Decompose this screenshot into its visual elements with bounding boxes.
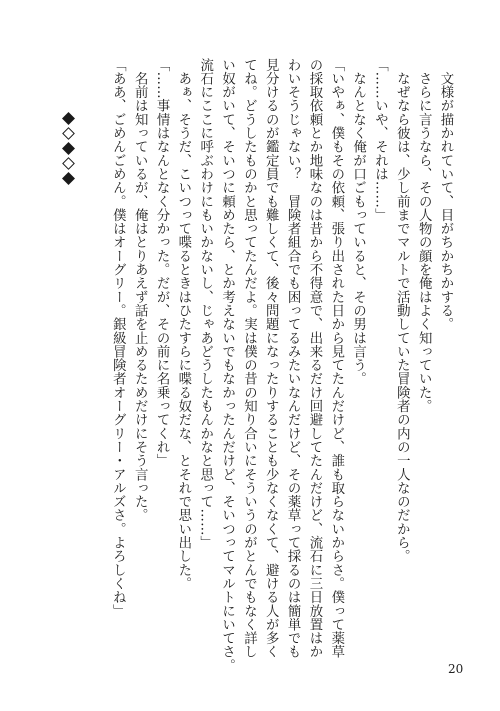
text-line: あぁ、そうだ、こいつって喋るときはひたすらに喋る奴だな、とそれで思い出した。	[175, 58, 191, 591]
text-line: わいそうじゃない？ 冒険者組合でも困ってるみたいなんだけど、その薬草って採るのは簡単でも	[285, 58, 301, 659]
text-line: の採取依頼とか地味なのは昔から不得意で、出来るだけ回避してたんだけど、流石に三日放置はか	[306, 58, 322, 659]
hollow-diamond-icon	[62, 127, 75, 140]
text-line: 名前は知っているが、俺はとりあえず話を止めるためだけにそう言った。	[132, 58, 148, 523]
filled-diamond-icon	[62, 142, 75, 155]
page-number: 20	[448, 662, 464, 676]
text-line: 「……いや、それは……」	[372, 58, 388, 222]
filled-diamond-icon	[62, 112, 75, 125]
filled-diamond-icon	[62, 172, 75, 185]
text-line: なんとなく俺が口ごもっていると、その男は言う。	[350, 58, 366, 386]
text-line: 流石にここに呼ぶわけにもいかないし、じゃあどうしたもんかなと思って……」	[197, 58, 213, 550]
hollow-diamond-icon	[62, 157, 75, 170]
text-line: なぜなら彼は、少し前までマルトで活動していた冒険者の内の一人なのだから。	[394, 58, 410, 564]
text-line: 文様が描かれていて、目がちかちかする。	[438, 58, 453, 331]
text-line: 「……事情はなんとなく分かった。だが、その前に名乗ってくれ」	[154, 58, 170, 468]
text-line: 見分けるのが鑑定員でも難しくて、後々問題になったりすることも少なくなくて、避ける人が多く	[263, 58, 279, 659]
body-text	[107, 58, 457, 673]
text-line: い奴がいて、そいつに頼めたら、とか考えないでもなかったんだけど、そいつってマルトにいてさ。	[219, 58, 235, 673]
scene-break-ornament	[59, 112, 77, 185]
text-line: 「ああ、ごめんごめん。僕はオーグリー。銀級冒険者オーグリー・アルズさ。よろしくね」	[110, 58, 126, 618]
text-line: てね。どうしたものかと思ってたんだよ。実は僕の昔の知り合いにそういうのがとんでもなく詳し	[241, 58, 257, 659]
text-line: さらに言うなら、その人物の顔を俺はよく知っていた。	[416, 58, 432, 413]
text-line: 「いやぁ、僕もその依頼、張り出された日から見てたんだけど、誰も取らないからさ。僕って薬草	[328, 58, 344, 659]
